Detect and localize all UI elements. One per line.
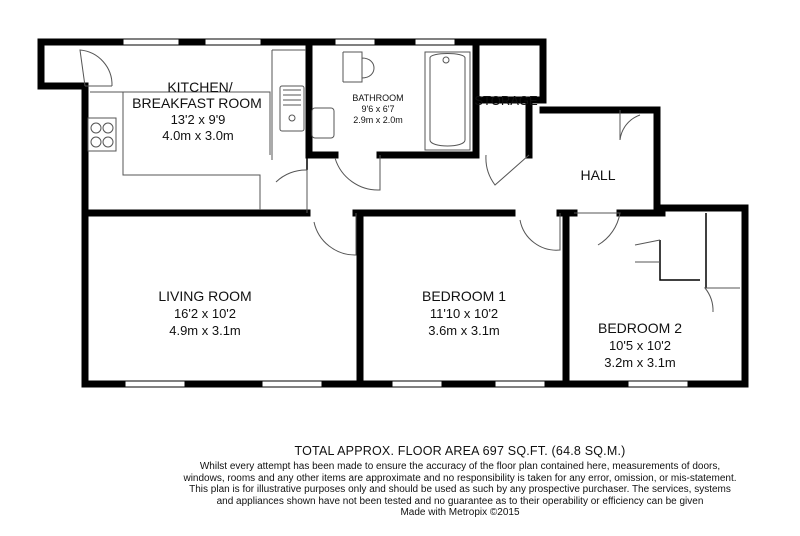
hall-label: HALL <box>580 167 616 183</box>
window-bathroom <box>335 39 375 45</box>
outer-wall-top-left <box>41 42 543 100</box>
bedroom2-metric: 3.2m x 3.1m <box>604 355 676 370</box>
door-bedroom2 <box>574 213 620 245</box>
kitchen-label-line1: KITCHEN/ <box>167 79 233 95</box>
basin-icon <box>312 108 334 138</box>
total-floor-area: TOTAL APPROX. FLOOR AREA 697 SQ.FT. (64.8 SQ.M.) <box>294 444 626 458</box>
door-living <box>314 213 356 255</box>
door-kitchen-entrance <box>80 50 112 86</box>
door-wardrobe <box>635 240 660 262</box>
door-bathroom <box>335 155 380 190</box>
living-room-metric: 4.9m x 3.1m <box>169 323 241 338</box>
door-bed2-wardrobe <box>705 288 740 312</box>
footer <box>180 444 740 519</box>
hob-icon <box>88 118 116 151</box>
wardrobe-lines <box>660 213 706 288</box>
window-bed1-2 <box>495 381 545 387</box>
window-bed2 <box>628 381 688 387</box>
hob-ring-3 <box>91 137 101 147</box>
living-room-label: LIVING ROOM <box>158 288 252 304</box>
window-living-1 <box>125 381 185 387</box>
bedroom1-metric: 3.6m x 3.1m <box>428 323 500 338</box>
door-bedroom1 <box>520 213 560 250</box>
kitchen-sink-icon <box>280 86 304 131</box>
hob-ring-4 <box>103 137 113 147</box>
storage-label: STORAGE <box>474 93 538 108</box>
bathroom-imperial: 9'6 x 6'7 <box>361 104 395 114</box>
living-room-imperial: 16'2 x 10'2 <box>173 306 237 321</box>
kitchen-label-line2: BREAKFAST ROOM <box>132 95 262 111</box>
window-living-2 <box>262 381 322 387</box>
bathroom-label: BATHROOM <box>352 93 404 103</box>
sink-drainer <box>283 90 301 105</box>
bedroom2-imperial: 10'5 x 10'2 <box>608 338 672 353</box>
door-storage <box>486 155 529 185</box>
window-bed1-1 <box>392 381 442 387</box>
toilet-icon <box>343 52 374 82</box>
kitchen-imperial: 13'2 x 9'9 <box>170 112 226 127</box>
kitchen-metric: 4.0m x 3.0m <box>162 128 234 143</box>
window-bathroom-2 <box>415 39 455 45</box>
made-with-credit: Made with Metropix ©2015 <box>400 507 520 519</box>
bedroom1-imperial: 11'10 x 10'2 <box>429 306 499 321</box>
bath-tap <box>443 57 449 63</box>
bedroom1-label: BEDROOM 1 <box>421 288 507 304</box>
sink-drain <box>289 115 295 121</box>
bathroom-metric: 2.9m x 2.0m <box>353 115 403 125</box>
room-labels <box>132 79 682 370</box>
hob-ring-2 <box>103 123 113 133</box>
window-kitchen-2 <box>205 39 261 45</box>
hob-ring-1 <box>91 123 101 133</box>
outer-wall-left-kitchen <box>41 42 85 213</box>
door-kitchen-hall <box>276 170 307 213</box>
disclaimer-text: Whilst every attempt has been made to ensure the accuracy of the floor plan contained here, measurements of doors, windows, rooms and any other items are approximate and no responsibility is taken for any error, omission, or mis-statement. This plan is for illustrative purposes only and should be used as such by any prospective purchaser. The services, systems and appliances shown have not been tested and no guarantee as to their operability or efficiency can be given <box>183 461 737 507</box>
bedroom2-label: BEDROOM 2 <box>597 320 683 336</box>
window-kitchen <box>123 39 179 45</box>
door-hall-entrance <box>620 110 640 140</box>
bath-icon <box>425 52 470 150</box>
